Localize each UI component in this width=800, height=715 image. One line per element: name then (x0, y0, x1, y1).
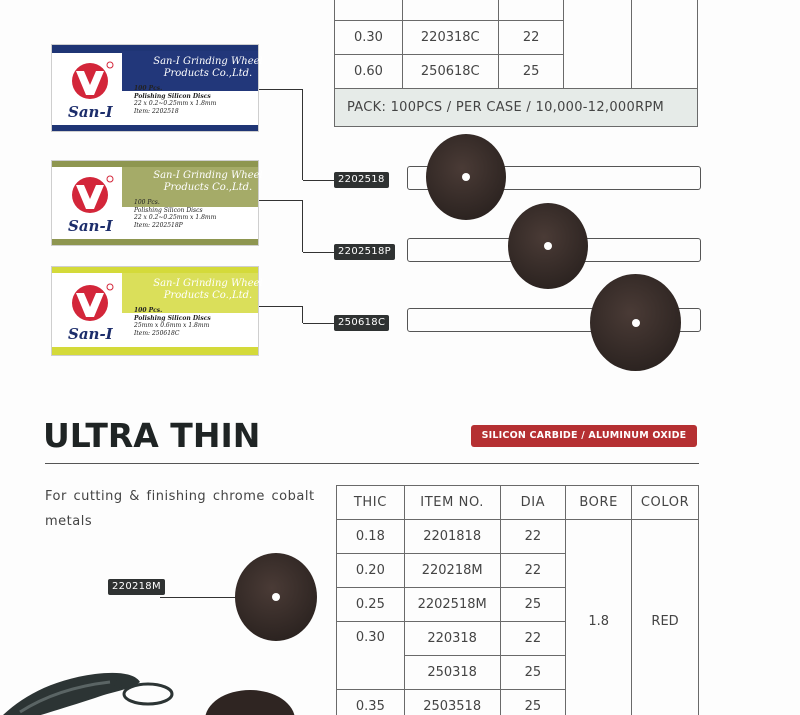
connector-line (303, 252, 335, 253)
cutting-tool-icon (0, 668, 175, 715)
dia-cell: 25 (500, 690, 566, 715)
box-desc: 100 Pcs. Polishing Silicon Discs 25mm x 0.6mm x 1.8mm Item: 250618C (134, 307, 211, 337)
table-row (337, 520, 699, 554)
thic-cell: 0.30 (335, 21, 403, 55)
thic-cell: 0.35 (337, 690, 405, 715)
top-spec-table (334, 0, 698, 127)
box-title: San-I Grinding Wheel Products Co.,Ltd. (153, 56, 263, 79)
thic-cell: 0.25 (337, 588, 405, 622)
box-card (60, 277, 263, 343)
thic-cell: 0.20 (337, 554, 405, 588)
connector-line (303, 180, 335, 181)
connector-line (259, 200, 303, 252)
item-cell: 250318 (404, 656, 500, 690)
bore-cell: 1.8 (566, 520, 632, 715)
item-cell: 2202518M (404, 588, 500, 622)
color-cell: RED (632, 520, 699, 715)
product-box-250618C (51, 266, 263, 356)
connector-line (303, 323, 335, 324)
item-cell: 220318 (404, 622, 500, 656)
bore-hole (544, 242, 552, 250)
thic-cell: 0.18 (337, 520, 405, 554)
item-cell: 2503518 (404, 690, 500, 715)
section-heading: ULTRA THIN (43, 416, 261, 455)
box-card (60, 55, 263, 121)
bore-hole (632, 319, 640, 327)
dia-cell: 22 (498, 21, 564, 55)
material-badge: SILICON CARBIDE / ALUMINUM OXIDE (471, 425, 697, 447)
bore-hole (462, 173, 470, 181)
brand-name: San-I (68, 103, 113, 121)
connector-line (259, 89, 303, 180)
col-header-bore: BORE (566, 486, 632, 520)
dia-cell: 22 (500, 554, 566, 588)
callout-tag-220218M: 220218M (108, 579, 165, 595)
section-divider (45, 463, 699, 464)
table-cell (498, 0, 564, 21)
table-cell (402, 0, 498, 21)
brand-name: San-I (68, 325, 113, 343)
item-cell: 220218M (404, 554, 500, 588)
disc-220218M (235, 553, 317, 641)
connector-line (160, 597, 236, 598)
table-cell (632, 0, 698, 89)
pack-info: PACK: 100PCS / PER CASE / 10,000-12,000RPM (335, 89, 698, 127)
dia-cell: 25 (500, 656, 566, 690)
dia-cell: 25 (498, 55, 564, 89)
usage-note: For cutting & finishing chrome cobalt metals (45, 489, 315, 529)
box-card (60, 169, 263, 235)
disc-250618C (590, 274, 681, 371)
col-header-thic: THIC (337, 486, 405, 520)
callout-tag-2202518P: 2202518P (334, 244, 395, 260)
dia-cell: 25 (500, 588, 566, 622)
box-title: San-I Grinding Wheel Products Co.,Ltd. (153, 278, 263, 301)
brand-name: San-I (68, 217, 113, 235)
table-cell (335, 0, 403, 21)
pack-row (335, 89, 698, 127)
product-box-2202518P (51, 160, 263, 246)
dia-cell: 22 (500, 520, 566, 554)
table-header-row (337, 486, 699, 520)
col-header-color: COLOR (632, 486, 699, 520)
disc-2202518 (426, 134, 506, 220)
bore-hole (272, 593, 280, 601)
thic-cell: 0.30 (337, 622, 405, 690)
table-cell (564, 0, 632, 89)
callout-tag-250618C: 250618C (334, 315, 389, 331)
callout-tag-2202518: 2202518 (334, 172, 389, 188)
item-cell: 250618C (402, 55, 498, 89)
col-header-dia: DIA (500, 486, 566, 520)
dia-cell: 22 (500, 622, 566, 656)
box-desc: 100 Pcs. Polishing Silicon Discs 22 x 0.2~0.25mm x 1.8mm Item: 2202518 (134, 85, 217, 115)
thic-cell: 0.60 (335, 55, 403, 89)
item-cell: 2201818 (404, 520, 500, 554)
ultra-thin-spec-table (336, 485, 699, 715)
col-header-item: ITEM NO. (404, 486, 500, 520)
disc-2201818 (205, 690, 295, 715)
product-box-2202518 (51, 44, 263, 132)
item-cell: 220318C (402, 21, 498, 55)
connector-line (259, 306, 303, 323)
disc-2202518P (508, 203, 588, 289)
box-desc: 100 Pcs. Polishing Silicon Discs 22 x 0.2~0.25mm x 1.8mm Item: 2202518P (134, 199, 217, 229)
table-row (335, 0, 698, 21)
box-title: San-I Grinding Wheel Products Co.,Ltd. (153, 170, 263, 193)
